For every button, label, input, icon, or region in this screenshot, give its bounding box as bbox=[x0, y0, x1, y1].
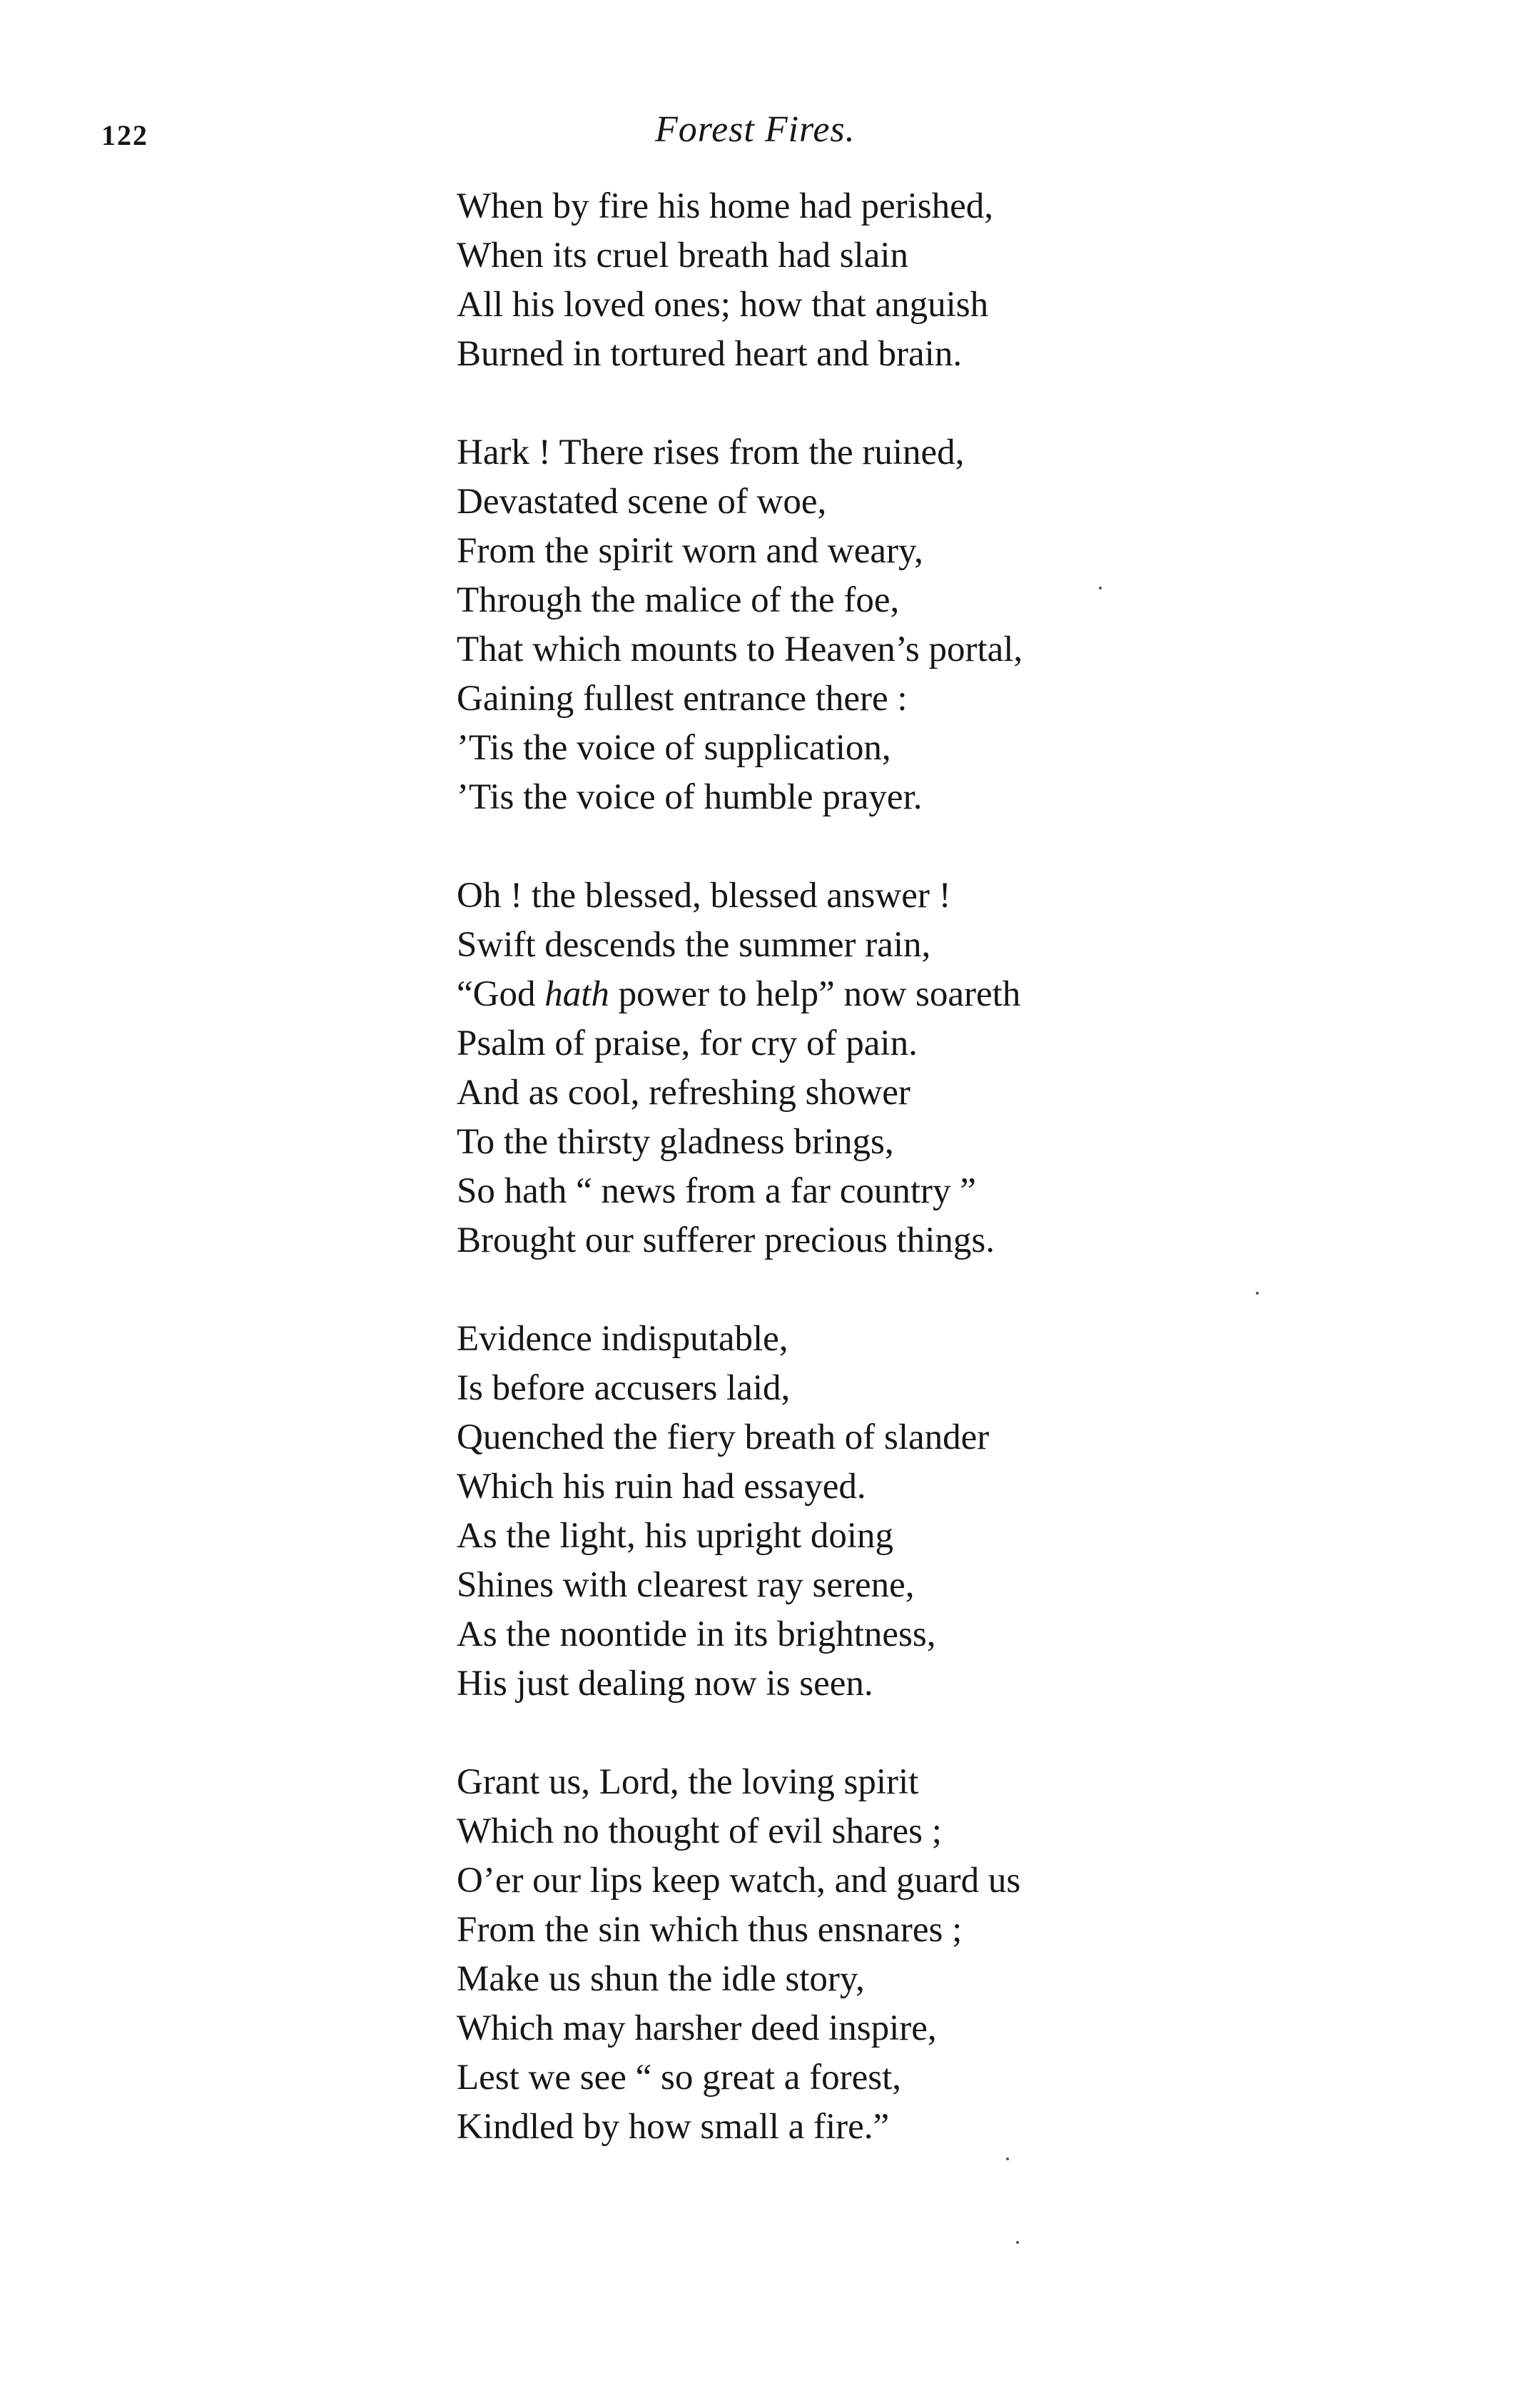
poem-line: Evidence indisputable, bbox=[457, 1319, 788, 1359]
poem-line: Shines with clearest ray serene, bbox=[457, 1565, 915, 1605]
poem-line: As the light, his upright doing bbox=[457, 1516, 893, 1556]
stanza bbox=[457, 871, 1170, 1265]
poem-line: Devastated scene of woe, bbox=[457, 482, 827, 522]
stanza bbox=[457, 1758, 1170, 2152]
poem-line: Kindled by how small a fire.” bbox=[457, 2107, 890, 2147]
poem-line: Oh ! the blessed, blessed answer ! bbox=[457, 876, 951, 916]
poem-line: Brought our sufferer precious things. bbox=[457, 1220, 995, 1260]
poem-line: Hark ! There rises from the ruined, bbox=[457, 432, 965, 472]
poem-line: O’er our lips keep watch, and guard us bbox=[457, 1861, 1021, 1901]
scan-speck bbox=[1006, 2157, 1009, 2160]
poem-line: To the thirsty gladness brings, bbox=[457, 1122, 894, 1162]
poem-line: Gaining fullest entrance there : bbox=[457, 679, 908, 719]
poem-line: As the noontide in its brightness, bbox=[457, 1614, 936, 1654]
running-title: Forest Fires. bbox=[655, 109, 856, 150]
poem-line: Lest we see “ so great a forest, bbox=[457, 2058, 902, 2098]
poem-line: Is before accusers laid, bbox=[457, 1368, 791, 1408]
poem-line: Psalm of praise, for cry of pain. bbox=[457, 1023, 918, 1063]
poem-line: All his loved ones; how that anguish bbox=[457, 285, 989, 325]
poem-line: And as cool, refreshing shower bbox=[457, 1073, 910, 1113]
poem-line bbox=[457, 970, 1170, 1019]
poem bbox=[457, 182, 1170, 2201]
poem-line: From the spirit worn and weary, bbox=[457, 531, 923, 571]
poem-line: ’Tis the voice of humble prayer. bbox=[457, 777, 923, 817]
poem-line: Make us shun the idle story, bbox=[457, 1959, 865, 1999]
poem-line: Through the malice of the foe, bbox=[457, 580, 900, 620]
stanza bbox=[457, 182, 1170, 379]
poem-line: Quenched the fiery breath of slander bbox=[457, 1417, 990, 1457]
poem-line: Burned in tortured heart and brain. bbox=[457, 334, 963, 374]
poem-line: Which his ruin had essayed. bbox=[457, 1467, 866, 1507]
poem-line: From the sin which thus ensnares ; bbox=[457, 1910, 963, 1950]
line-italic-text: hath bbox=[544, 974, 609, 1014]
poem-line: So hath “ news from a far country ” bbox=[457, 1171, 976, 1211]
stanza bbox=[457, 1315, 1170, 1709]
page-number: 122 bbox=[101, 119, 148, 151]
poem-line: When by fire his home had perished, bbox=[457, 186, 994, 226]
poem-line: That which mounts to Heaven’s portal, bbox=[457, 629, 1023, 669]
scan-speck bbox=[1099, 587, 1102, 590]
scan-speck bbox=[1256, 1292, 1259, 1295]
scan-speck bbox=[1016, 2241, 1019, 2244]
poem-line: Which may harsher deed inspire, bbox=[457, 2008, 937, 2048]
poem-line: Swift descends the summer rain, bbox=[457, 925, 931, 965]
poem-line: Grant us, Lord, the loving spirit bbox=[457, 1762, 919, 1802]
line-text: “God bbox=[457, 974, 545, 1014]
poem-line: Which no thought of evil shares ; bbox=[457, 1811, 942, 1851]
poem-line: When its cruel breath had slain bbox=[457, 236, 909, 275]
poem-line: His just dealing now is seen. bbox=[457, 1664, 873, 1704]
stanza bbox=[457, 428, 1170, 822]
poem-line: ’Tis the voice of supplication, bbox=[457, 728, 891, 768]
line-text: power to help” now soareth bbox=[609, 974, 1021, 1014]
